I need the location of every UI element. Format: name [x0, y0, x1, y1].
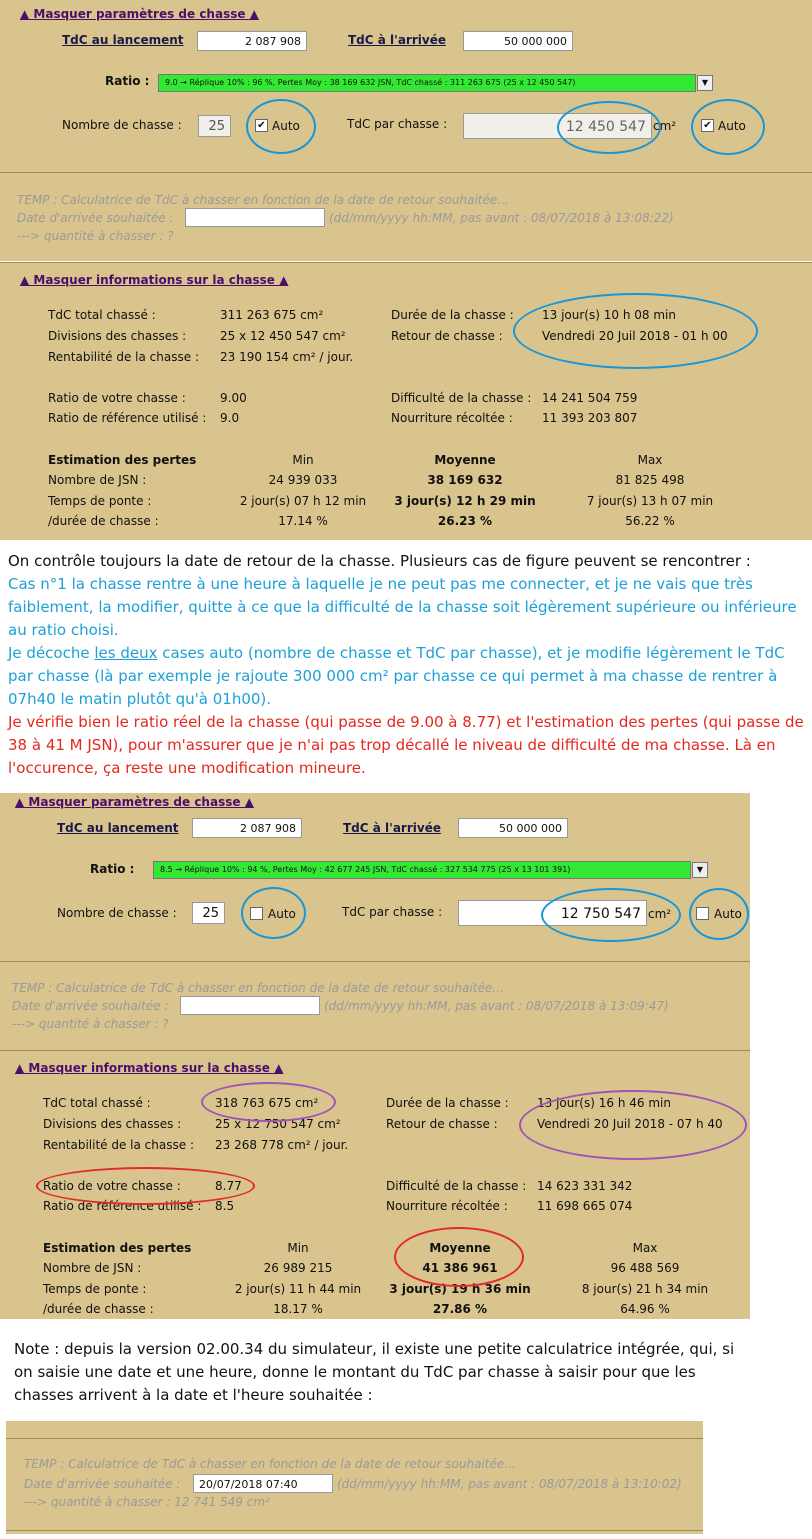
loss-max-value: 81 825 498	[615, 473, 685, 487]
separator	[6, 1530, 703, 1531]
loss-min-value: 24 939 033	[268, 473, 338, 487]
loss-row-label: Nombre de JSN :	[48, 473, 147, 487]
loss-col-avg: Moyenne	[429, 1241, 491, 1255]
text-line: on saisie une date et une heure, donne le montant du TdC par chasse à saisir pour que les	[14, 1363, 696, 1381]
text-line-blue: faiblement, la modifier, quitte à ce que la difficulté de la chasse soit légèrement supérieure ou inférieure	[8, 598, 797, 616]
info-value: 11 698 665 074	[537, 1199, 633, 1213]
info-label: Nourriture récoltée :	[391, 411, 513, 425]
info-label: Ratio de référence utilisé :	[43, 1199, 202, 1213]
loss-header: Estimation des pertes	[43, 1241, 192, 1255]
loss-col-avg: Moyenne	[434, 453, 496, 467]
loss-row-label: Temps de ponte :	[43, 1282, 147, 1296]
info-value: Vendredi 20 Juil 2018 - 01 h 00	[542, 329, 728, 343]
tdc-per-chasse-label-1: TdC par chasse :	[347, 117, 448, 131]
info-label: Rentabilité de la chasse :	[48, 350, 199, 364]
loss-max-value: 56.22 %	[625, 514, 675, 528]
calc-date-label-1: Date d'arrivée souhaitée :	[17, 211, 174, 225]
info-label: Rentabilité de la chasse :	[43, 1138, 194, 1152]
separator	[6, 1438, 703, 1439]
ratio-label-1: Ratio :	[105, 74, 150, 88]
auto-label-nb-1: Auto	[272, 119, 300, 133]
tdc-arrival-input-2[interactable]: 50 000 000	[458, 818, 568, 838]
loss-max-value: 96 488 569	[610, 1261, 680, 1275]
text-span: cases auto (nombre de chasse et TdC par chasse), et je modifie légèrement le TdC	[157, 644, 785, 662]
info-label: Ratio de votre chasse :	[48, 391, 186, 405]
loss-avg-value: 41 386 961	[422, 1261, 498, 1275]
text-line-blue: au ratio choisi.	[8, 621, 119, 639]
info-value: 25 x 12 450 547 cm²	[220, 329, 346, 343]
info-label: Divisions des chasses :	[48, 329, 187, 343]
explanation-text-1	[8, 550, 808, 780]
tdc-per-chasse-input-1[interactable]: 12 450 547	[463, 113, 652, 139]
info-value: 23 190 154 cm² / jour.	[220, 350, 354, 364]
text-line-blue: par chasse (là par exemple je rajoute 300 000 cm² par chasse ce qui permet à ma chasse de rentrer à	[8, 667, 778, 685]
info-label: TdC total chassé :	[48, 308, 156, 322]
auto-checkbox-nb-1[interactable]: ✔	[255, 119, 268, 132]
auto-label-per-2: Auto	[714, 907, 742, 921]
info-label: Ratio de référence utilisé :	[48, 411, 207, 425]
auto-label-per-1: Auto	[718, 119, 746, 133]
loss-col-max: Max	[637, 453, 663, 467]
tdc-arrival-label-2: TdC à l'arrivée	[343, 821, 441, 835]
calc-hint-2: (dd/mm/yyyy hh:MM, pas avant : 08/07/2018 à 13:09:47)	[324, 999, 669, 1013]
loss-max-value: 8 jour(s) 21 h 34 min	[581, 1282, 709, 1296]
calc-date-input-2[interactable]	[180, 996, 320, 1015]
info-label: Divisions des chasses :	[43, 1117, 182, 1131]
info-value: 23 268 778 cm² / jour.	[215, 1138, 349, 1152]
ratio-dropdown-arrow-2[interactable]: ▼	[692, 862, 708, 878]
calc-title-3: TEMP : Calculatrice de TdC à chasser en fonction de la date de retour souhaitée...	[24, 1457, 516, 1471]
info-label: TdC total chassé :	[43, 1096, 151, 1110]
tdc-per-chasse-input-2[interactable]: 12 750 547	[458, 900, 647, 926]
auto-checkbox-per-1[interactable]: ✔	[701, 119, 714, 132]
info-value: 9.0	[220, 411, 240, 425]
hide-info-link-1[interactable]: ▲ Masquer informations sur la chasse ▲	[20, 273, 289, 287]
text-line: On contrôle toujours la date de retour de la chasse. Plusieurs cas de figure peuvent se rencontrer :	[8, 552, 751, 570]
hide-params-link-1[interactable]: ▲ Masquer paramètres de chasse ▲	[20, 7, 259, 21]
text-line-red: 38 à 41 M JSN), pour m'assurer que je n'ai pas trop décallé le niveau de difficulté de ma chasse. Là en	[8, 736, 776, 754]
calc-qty-3: ---> quantité à chasser : 12 741 549 cm²	[24, 1495, 270, 1509]
nb-chasse-input-1[interactable]: 25	[198, 115, 231, 137]
calc-date-label-3: Date d'arrivée souhaitée :	[24, 1477, 181, 1491]
loss-max-value: 7 jour(s) 13 h 07 min	[586, 494, 714, 508]
tdc-arrival-label-1: TdC à l'arrivée	[348, 33, 446, 47]
info-value: 14 623 331 342	[537, 1179, 633, 1193]
loss-avg-value: 27.86 %	[432, 1302, 488, 1316]
info-value: 13 jour(s) 10 h 08 min	[542, 308, 676, 322]
info-value: 318 763 675 cm²	[215, 1096, 319, 1110]
info-value: 8.77	[215, 1179, 242, 1193]
info-value: 311 263 675 cm²	[220, 308, 324, 322]
info-value: 8.5	[215, 1199, 235, 1213]
info-label: Ratio de votre chasse :	[43, 1179, 181, 1193]
loss-min-value: 2 jour(s) 07 h 12 min	[239, 494, 367, 508]
tdc-launch-label-2: TdC au lancement	[57, 821, 179, 835]
loss-avg-value: 3 jour(s) 12 h 29 min	[394, 494, 536, 508]
text-line-blue: Cas n°1 la chasse rentre à une heure à laquelle je ne peut pas me connecter, et je ne vais que très	[8, 575, 753, 593]
info-label: Retour de chasse :	[391, 329, 503, 343]
info-label: Difficulté de la chasse :	[391, 391, 532, 405]
note-text	[14, 1338, 812, 1407]
info-value: 25 x 12 750 547 cm²	[215, 1117, 341, 1131]
loss-header: Estimation des pertes	[48, 453, 197, 467]
loss-row-label: /durée de chasse :	[43, 1302, 154, 1316]
calc-date-label-2: Date d'arrivée souhaitée :	[12, 999, 169, 1013]
info-value: 11 393 203 807	[542, 411, 638, 425]
text-line-blue: 07h40 le matin plutôt qu'à 01h00).	[8, 690, 272, 708]
info-label: Difficulté de la chasse :	[386, 1179, 527, 1193]
text-span: Je décoche	[8, 644, 95, 662]
loss-col-min: Min	[292, 453, 314, 467]
tdc-launch-input-1[interactable]: 2 087 908	[197, 31, 307, 51]
tdc-launch-label-1: TdC au lancement	[62, 33, 184, 47]
calc-date-input-1[interactable]	[185, 208, 325, 227]
calc-title-1: TEMP : Calculatrice de TdC à chasser en fonction de la date de retour souhaitée...	[17, 193, 509, 207]
cm2-unit-2: cm²	[648, 907, 672, 921]
text-line-red: l'occurence, ça reste une modification mineure.	[8, 759, 366, 777]
loss-row-label: /durée de chasse :	[48, 514, 159, 528]
loss-row-label: Temps de ponte :	[48, 494, 152, 508]
loss-min-value: 17.14 %	[278, 514, 328, 528]
calc-hint-3: (dd/mm/yyyy hh:MM, pas avant : 08/07/2018 à 13:10:02)	[337, 1477, 682, 1491]
cm2-unit-1: cm²	[653, 119, 677, 133]
auto-label-nb-2: Auto	[268, 907, 296, 921]
hide-info-link-2[interactable]: ▲ Masquer informations sur la chasse ▲	[15, 1061, 284, 1075]
auto-checkbox-per-2[interactable]	[696, 907, 709, 920]
calc-qty-2: ---> quantité à chasser : ?	[12, 1017, 169, 1031]
nb-chasse-label-2: Nombre de chasse :	[57, 906, 177, 920]
ratio-select-2[interactable]: 8.5 → Réplique 10% : 94 %, Pertes Moy : 42 677 245 JSN, TdC chassé : 327 534 775 (25 x 13 101 391)	[153, 861, 691, 879]
nb-chasse-input-2[interactable]: 25	[192, 902, 225, 924]
tdc-launch-input-2[interactable]: 2 087 908	[192, 818, 302, 838]
info-value: 9.00	[220, 391, 247, 405]
loss-min-value: 26 989 215	[263, 1261, 333, 1275]
text-line: Note : depuis la version 02.00.34 du simulateur, il existe une petite calculatrice intégrée, qui, si	[14, 1340, 735, 1358]
tdc-per-chasse-label-2: TdC par chasse :	[342, 905, 443, 919]
nb-chasse-label-1: Nombre de chasse :	[62, 118, 182, 132]
info-value: 13 jour(s) 16 h 46 min	[537, 1096, 671, 1110]
ratio-dropdown-arrow-1[interactable]: ▼	[697, 75, 713, 91]
calc-qty-1: ---> quantité à chasser : ?	[17, 229, 174, 243]
loss-min-value: 2 jour(s) 11 h 44 min	[234, 1282, 362, 1296]
loss-max-value: 64.96 %	[620, 1302, 670, 1316]
loss-avg-value: 26.23 %	[437, 514, 493, 528]
info-label: Retour de chasse :	[386, 1117, 498, 1131]
info-label: Nourriture récoltée :	[386, 1199, 508, 1213]
loss-col-min: Min	[287, 1241, 309, 1255]
loss-avg-value: 38 169 632	[427, 473, 503, 487]
loss-avg-value: 3 jour(s) 19 h 36 min	[389, 1282, 531, 1296]
info-value: Vendredi 20 Juil 2018 - 07 h 40	[537, 1117, 723, 1131]
hide-params-link-2[interactable]: ▲ Masquer paramètres de chasse ▲	[15, 795, 254, 809]
loss-min-value: 18.17 %	[273, 1302, 323, 1316]
ratio-label-2: Ratio :	[90, 862, 135, 876]
text-line: chasses arrivent à la date et l'heure souhaitée :	[14, 1386, 373, 1404]
info-value: 14 241 504 759	[542, 391, 638, 405]
calc-date-input-3[interactable]: 20/07/2018 07:40	[193, 1474, 333, 1493]
tdc-arrival-input-1[interactable]: 50 000 000	[463, 31, 573, 51]
loss-col-max: Max	[632, 1241, 658, 1255]
ratio-select-1[interactable]: 9.0 → Réplique 10% : 96 %, Pertes Moy : 38 169 632 JSN, TdC chassé : 311 263 675 (25 x 12 450 547)	[158, 74, 696, 92]
calc-hint-1: (dd/mm/yyyy hh:MM, pas avant : 08/07/2018 à 13:08:22)	[329, 211, 674, 225]
text-line-red: Je vérifie bien le ratio réel de la chasse (qui passe de 9.00 à 8.77) et l'estimation des pertes (qui passe de	[8, 713, 804, 731]
loss-row-label: Nombre de JSN :	[43, 1261, 142, 1275]
text-line-blue	[8, 642, 808, 665]
info-label: Durée de la chasse :	[386, 1096, 509, 1110]
calc-title-2: TEMP : Calculatrice de TdC à chasser en fonction de la date de retour souhaitée...	[12, 981, 504, 995]
auto-checkbox-nb-2[interactable]	[250, 907, 263, 920]
text-span-underlined: les deux	[94, 644, 158, 662]
info-label: Durée de la chasse :	[391, 308, 514, 322]
